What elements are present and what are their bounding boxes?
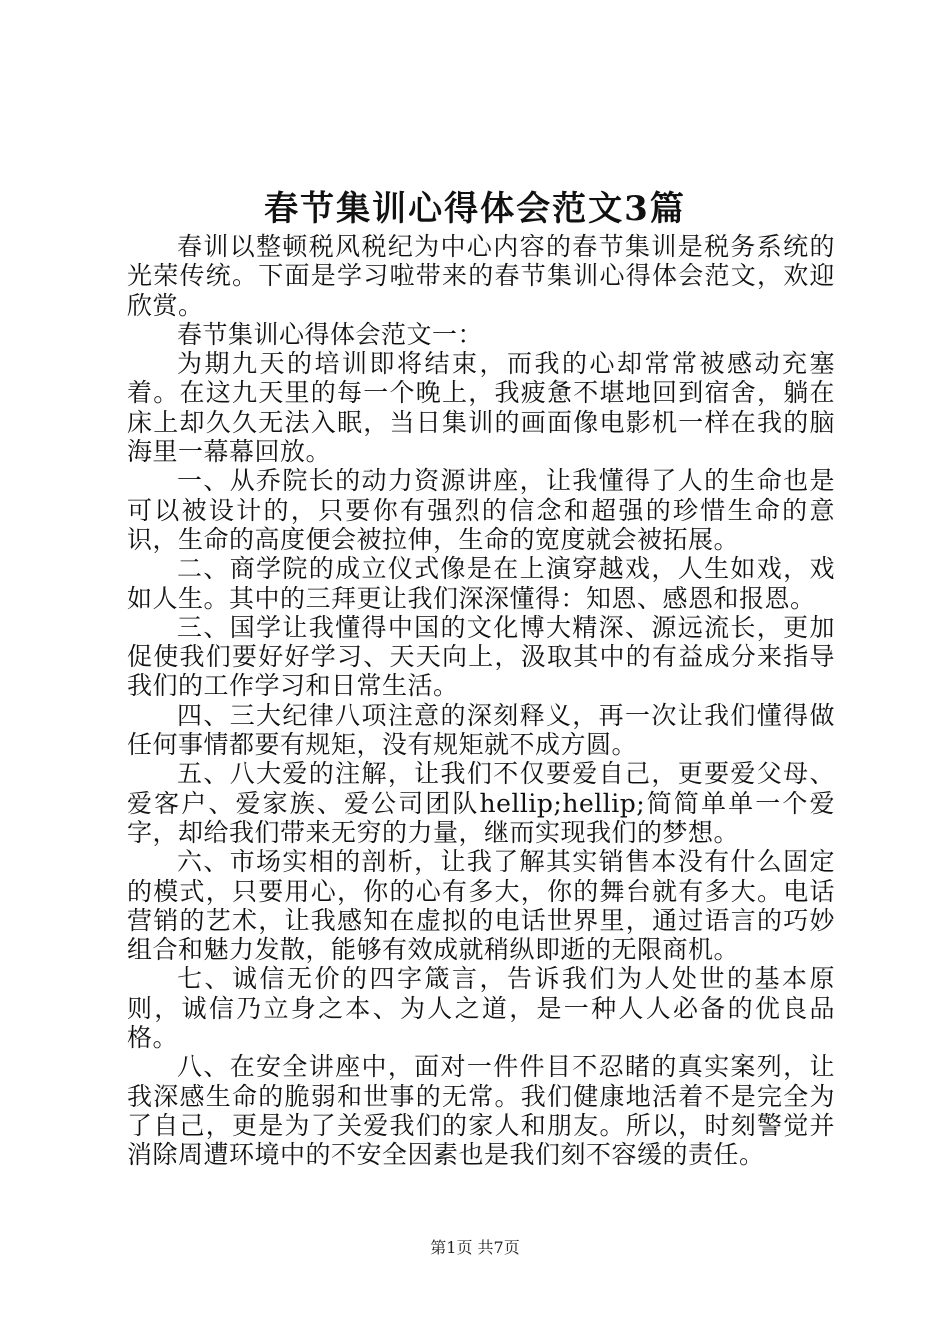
paragraph: 八、在安全讲座中，面对一件件目不忍睹的真实案列，让我深感生命的脆弱和世事的无常。我们健康地活着不是完全为了自己，更是为了关爱我们的家人和朋友。所以，时刻警觉并消除周遭环境中的不安全因素也是我们刻不容缓的责任。 [127,1052,835,1170]
paragraph-intro: 春训以整顿税风税纪为中心内容的春节集训是税务系统的光荣传统。下面是学习啦带来的春节集训心得体会范文，欢迎欣赏。 [127,232,835,320]
paragraph: 五、八大爱的注解，让我们不仅要爱自己，更要爱父母、爱客户、爱家族、爱公司团队hellip;hellip;简简单单一个爱字，却给我们带来无穷的力量，继而实现我们的梦想。 [127,759,835,847]
paragraph: 三、国学让我懂得中国的文化博大精深、源远流长，更加促使我们要好好学习、天天向上，汲取其中的有益成分来指导我们的工作学习和日常生活。 [127,612,835,701]
paragraph: 六、市场实相的剖析，让我了解其实销售本没有什么固定的模式，只要用心，你的心有多大，你的舞台就有多大。电话营销的艺术，让我感知在虚拟的电话世界里，通过语言的巧妙组合和魅力发散，能够有效成就稍纵即逝的无限商机。 [127,847,835,965]
document-body [127,232,835,1170]
paragraph: 四、三大纪律八项注意的深刻释义，再一次让我们懂得做任何事情都要有规矩，没有规矩就不成方圆。 [127,700,835,760]
paragraph: 七、诚信无价的四字箴言，告诉我们为人处世的基本原则，诚信乃立身之本、为人之道，是一种人人必备的优良品格。 [127,964,835,1053]
paragraph: 为期九天的培训即将结束，而我的心却常常被感动充塞着。在这九天里的每一个晚上，我疲惫不堪地回到宿舍，躺在床上却久久无法入眠，当日集训的画面像电影机一样在我的脑海里一幕幕回放。 [127,349,835,467]
paragraph: 二、商学院的成立仪式像是在上演穿越戏，人生如戏，戏如人生。其中的三拜更让我们深深懂得：知恩、感恩和报恩。 [127,554,835,613]
document-title: 春节集训心得体会范文3篇 [264,189,686,229]
paragraph-heading: 春节集训心得体会范文一： [177,319,484,349]
paragraph: 一、从乔院长的动力资源讲座，让我懂得了人的生命也是可以被设计的，只要你有强烈的信念和超强的珍惜生命的意识，生命的高度便会被拉伸，生命的宽度就会被拓展。 [127,466,835,554]
page-number-footer: 第1页 共7页 [430,1238,520,1257]
